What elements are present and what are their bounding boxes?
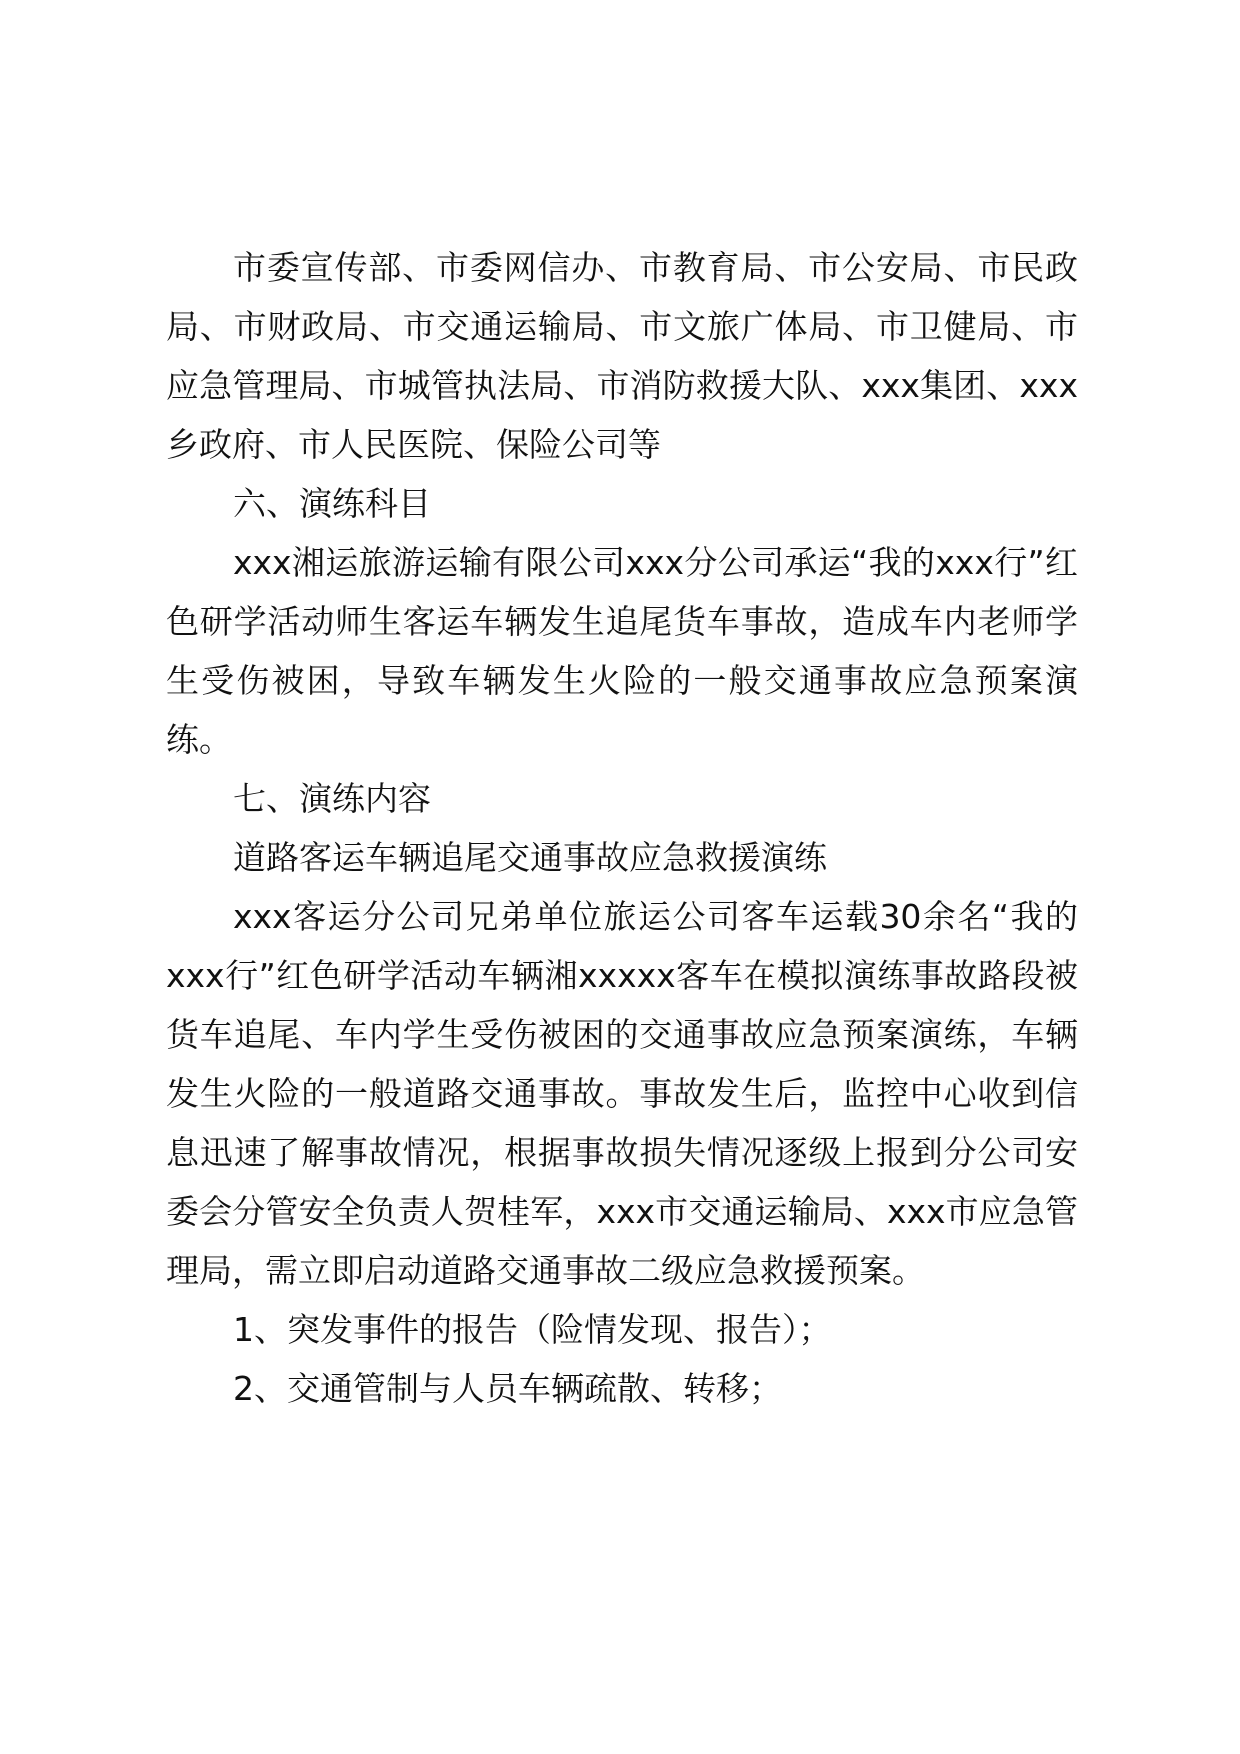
section-heading-drill-subject: 六、演练科目 bbox=[233, 484, 431, 523]
list-item: 1、突发事件的报告（险情发现、报告）； bbox=[233, 1310, 832, 1349]
drill-description-paragraph: xxx客运分公司兄弟单位旅运公司客车运载30余名“我的xxx行”红色研学活动车辆湘xxxxx客车在模拟演练事故路段被货车追尾、车内学生受伤被困的交通事故应急预案演练，车辆发生火险的一般道路交通事故。事故发生后，监控中心收到信息迅速了解事故情况，根据事故损失情况逐级上报到分公司安委会分管安全负责人贺桂军，xxx市交通运输局、xxx市应急管理局，需立即启动道路交通事故二级应急救援预案。 bbox=[166, 897, 1078, 1290]
document-body bbox=[166, 238, 1078, 1418]
drill-subject-paragraph: xxx湘运旅游运输有限公司xxx分公司承运“我的xxx行”红色研学活动师生客运车辆发生追尾货车事故，造成车内老师学生受伤被困，导致车辆发生火险的一般交通事故应急预案演练。 bbox=[166, 543, 1078, 759]
participants-paragraph: 市委宣传部、市委网信办、市教育局、市公安局、市民政局、市财政局、市交通运输局、市文旅广体局、市卫健局、市应急管理局、市城管执法局、市消防救援大队、xxx集团、xxx乡政府、市人民医院、保险公司等 bbox=[166, 248, 1078, 464]
section-heading-drill-content: 七、演练内容 bbox=[233, 779, 431, 818]
drill-title-paragraph: 道路客运车辆追尾交通事故应急救援演练 bbox=[233, 838, 827, 877]
list-item: 2、交通管制与人员车辆疏散、转移； bbox=[233, 1369, 782, 1408]
